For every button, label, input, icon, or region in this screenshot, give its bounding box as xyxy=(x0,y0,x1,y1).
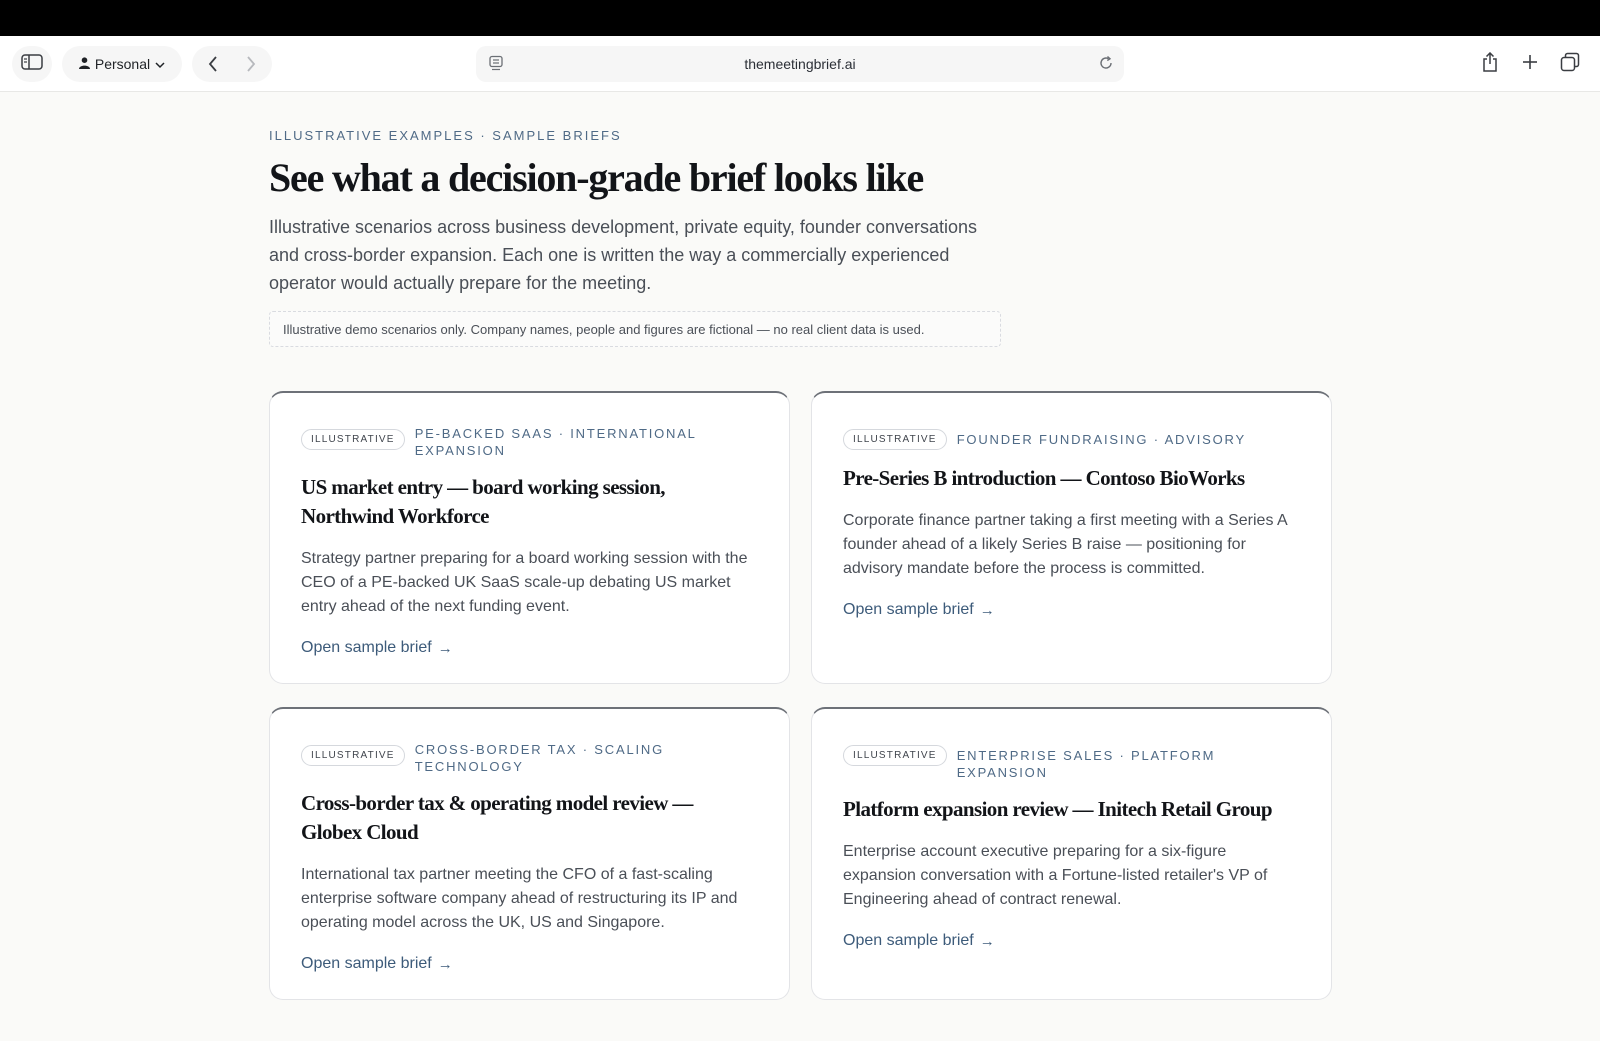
forward-button[interactable] xyxy=(232,56,270,72)
card-meta xyxy=(301,423,758,459)
navigation-buttons xyxy=(192,46,272,82)
open-sample-brief-link[interactable] xyxy=(843,601,995,619)
card-title: US market entry — board working session, Northwind Workforce xyxy=(301,475,665,528)
illustrative-badge: ILLUSTRATIVE xyxy=(301,745,405,766)
reload-icon[interactable] xyxy=(1098,55,1114,74)
card-description: Corporate finance partner taking a first meeting with a Series A founder ahead of a likely Series B raise — positioning for advisory mandate before the process is committed. xyxy=(843,512,1287,577)
reader-mode-icon[interactable] xyxy=(488,55,504,74)
illustrative-badge: ILLUSTRATIVE xyxy=(301,429,405,450)
back-button[interactable] xyxy=(194,56,232,72)
card-category: FOUNDER FUNDRAISING · ADVISORY xyxy=(956,432,1246,447)
demo-disclaimer: Illustrative demo scenarios only. Company names, people and figures are fictional — no real client data is used. xyxy=(269,311,1001,347)
open-sample-brief-link[interactable] xyxy=(301,639,453,657)
main-content xyxy=(269,92,1331,1000)
profile-label: Personal xyxy=(94,56,151,72)
chevron-down-icon xyxy=(155,56,165,72)
card-meta xyxy=(843,423,1300,450)
plus-icon xyxy=(1522,54,1538,75)
tabs-icon xyxy=(1560,52,1580,77)
share-button[interactable] xyxy=(1472,46,1508,82)
sidebar-toggle-button[interactable] xyxy=(12,46,52,82)
arrow-right-icon: → xyxy=(437,639,453,657)
brief-card xyxy=(269,707,790,1000)
card-description: International tax partner meeting the CFO of a fast-scaling enterprise software company ahead of restructuring its IP and operating model across the UK, US and Singapore. xyxy=(301,866,738,931)
brief-card xyxy=(811,707,1332,1000)
illustrative-badge: ILLUSTRATIVE xyxy=(843,429,947,450)
card-description: Strategy partner preparing for a board working session with the CEO of a PE-backed UK SaaS scale-up debating US market entry ahead of the next funding event. xyxy=(301,550,748,615)
share-icon xyxy=(1481,52,1499,77)
url-text: themeetingbrief.ai xyxy=(744,56,856,72)
brief-card xyxy=(269,391,790,684)
open-sample-brief-link[interactable] xyxy=(843,932,995,950)
system-top-bar xyxy=(0,0,1600,36)
brief-card xyxy=(811,391,1332,684)
card-category: ENTERPRISE SALES · PLATFORM EXPANSION xyxy=(956,748,1216,780)
tab-overview-button[interactable] xyxy=(1552,46,1588,82)
arrow-right-icon: → xyxy=(437,955,453,973)
card-title: Platform expansion review — Initech Retail Group xyxy=(843,797,1272,821)
link-label: Open sample brief xyxy=(301,955,432,972)
address-bar[interactable] xyxy=(476,46,1124,82)
card-category: CROSS-BORDER TAX · SCALING TECHNOLOGY xyxy=(414,742,664,774)
card-title: Pre-Series B introduction — Contoso BioWorks xyxy=(843,466,1245,490)
card-meta xyxy=(301,739,758,775)
person-icon xyxy=(79,56,90,72)
card-category: PE-BACKED SAAS · INTERNATIONAL EXPANSION xyxy=(414,426,697,458)
open-sample-brief-link[interactable] xyxy=(301,955,453,973)
browser-actions xyxy=(1472,46,1588,82)
card-description: Enterprise account executive preparing for a six-figure expansion conversation with a Fortune-listed retailer's VP of Engineering ahead of contract renewal. xyxy=(843,843,1268,908)
arrow-right-icon: → xyxy=(979,932,995,950)
sidebar-icon xyxy=(21,54,43,75)
link-label: Open sample brief xyxy=(843,932,974,949)
card-meta xyxy=(843,739,1300,781)
page-eyebrow: ILLUSTRATIVE EXAMPLES · SAMPLE BRIEFS xyxy=(269,128,622,143)
page-title: See what a decision-grade brief looks like xyxy=(269,155,924,200)
page-lede: Illustrative scenarios across business development, private equity, founder conversations and cross-border expansion. Each one is written the way a commercially experienced operator would actually prepare for the meeting. xyxy=(269,217,978,293)
new-tab-button[interactable] xyxy=(1512,46,1548,82)
profile-switcher[interactable] xyxy=(62,46,182,82)
chevron-left-icon xyxy=(208,56,218,72)
arrow-right-icon: → xyxy=(979,601,995,619)
sample-briefs-grid xyxy=(269,391,1331,1000)
link-label: Open sample brief xyxy=(843,601,974,618)
card-title: Cross-border tax & operating model review — Globex Cloud xyxy=(301,791,693,844)
link-label: Open sample brief xyxy=(301,639,432,656)
browser-toolbar xyxy=(0,36,1600,92)
chevron-right-icon xyxy=(246,56,256,72)
illustrative-badge: ILLUSTRATIVE xyxy=(843,745,947,766)
